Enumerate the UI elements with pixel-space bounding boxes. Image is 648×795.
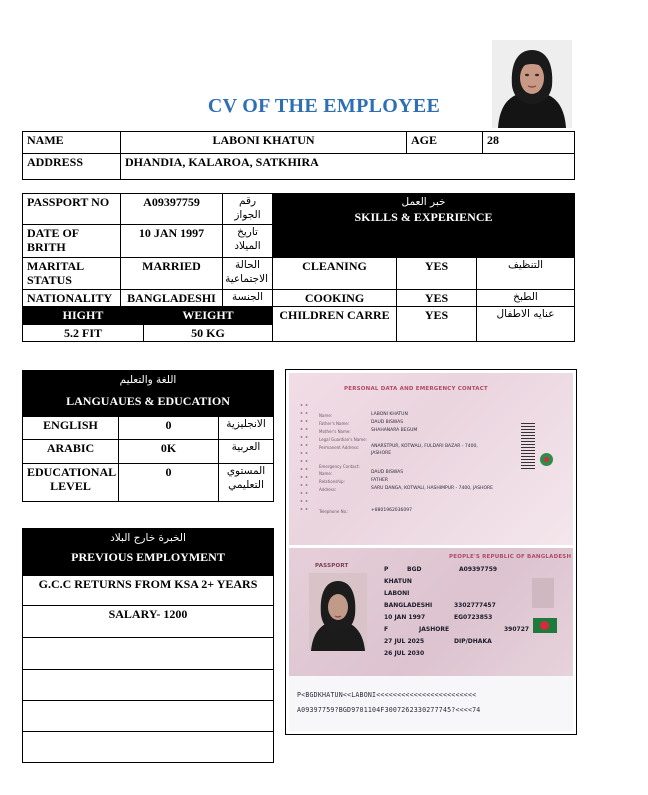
- education-value: 0: [119, 464, 219, 502]
- marital-label: MARITAL STATUS: [23, 258, 121, 290]
- passport-id-page: [289, 548, 573, 731]
- english-value: 0: [119, 417, 219, 440]
- pp-value-telephone: +8801962036097: [371, 508, 412, 513]
- employment-header: [23, 529, 274, 576]
- skill-cooking-arabic: الطبخ: [477, 290, 575, 307]
- skills-header: [273, 194, 575, 258]
- passport-mrz-line-1: P<BGDKHATUN<<LABONI<<<<<<<<<<<<<<<<<<<<<<<<: [297, 691, 477, 699]
- arabic-arabic: العربية: [219, 440, 274, 464]
- pp-value-ec-name: DAUD BISWAS: [371, 470, 404, 475]
- passport-country-header: PEOPLE'S REPUBLIC OF BANGLADESH: [449, 554, 572, 560]
- employment-header-arabic: الخبرة خارج البلاد: [110, 532, 186, 544]
- skill-cleaning-arabic: التنظيف: [477, 258, 575, 290]
- dob-label: DATE OF BRITH: [23, 225, 121, 258]
- skill-children-value: YES: [397, 307, 477, 342]
- address-label: ADDRESS: [23, 154, 121, 180]
- pp-number: A09397759: [459, 566, 498, 573]
- passport-holder-photo: [309, 573, 367, 651]
- pp-label-guardian: Legal Guardian's Name:: [319, 437, 367, 442]
- languages-header-arabic: اللغة والتعليم: [119, 374, 177, 386]
- passport-scan: [285, 369, 577, 735]
- height-label: HIGHT: [23, 307, 144, 324]
- skills-header-english: SKILLS & EXPERIENCE: [354, 209, 493, 224]
- pp-value-relationship: FATHER: [371, 478, 389, 483]
- languages-header: [23, 371, 274, 417]
- personal-info-table: [22, 131, 575, 180]
- pp-sex: F: [384, 626, 389, 633]
- pp-label-father: Father's Name:: [319, 421, 350, 426]
- passport-label: PASSPORT NO: [23, 194, 121, 225]
- employment-table: [22, 528, 274, 763]
- employment-header-english: PREVIOUS EMPLOYMENT: [71, 549, 225, 564]
- pp-given-name: LABONI: [384, 590, 410, 597]
- education-arabic: المستوي التعليمي: [219, 464, 274, 502]
- pp-value-address: ANARSTPUR, KOTWALI, FULDARI BAZAR - 7400,: [371, 444, 478, 449]
- page-title: CV OF THE EMPLOYEE: [207, 95, 441, 117]
- details-table: [22, 193, 575, 342]
- english-label: ENGLISH: [23, 417, 119, 440]
- height-value: 5.2 FIT: [23, 324, 144, 341]
- pp-prev-passport: EG0723853: [454, 614, 493, 621]
- english-arabic: الانجليزية: [219, 417, 274, 440]
- skill-children-arabic: عنايه الاطفال: [477, 307, 575, 342]
- pp-label-telephone: Telephone No.:: [319, 509, 349, 514]
- passport-data-header: PERSONAL DATA AND EMERGENCY CONTACT: [344, 386, 488, 392]
- passport-seal-icon: [540, 453, 553, 466]
- passport-barcode: [521, 423, 535, 471]
- passport-value: A09397759: [121, 194, 223, 225]
- employment-line-1: G.C.C RETURNS FROM KSA 2+ YEARS: [23, 576, 274, 606]
- pp-issue-date: 27 JUL 2025: [384, 638, 425, 645]
- name-label: NAME: [23, 132, 121, 154]
- languages-header-english: LANGUAUES & EDUCATION: [66, 393, 230, 408]
- employment-empty-row-2: [23, 670, 274, 701]
- pp-label-relationship: Relationship:: [319, 479, 345, 484]
- nationality-label: NATIONALITY: [23, 290, 121, 307]
- pp-label-emergency: Emergency Contact:: [319, 464, 360, 469]
- passport-arabic-label: رقم الجواز: [223, 194, 273, 225]
- pp-dob: 10 JAN 1997: [384, 614, 426, 621]
- pp-value-ec-address: SARU DANGA, KOTWALI, HASHIMPUR - 7400, JASHORE: [371, 486, 494, 491]
- dob-arabic-label: تاريخ الميلاد: [223, 225, 273, 258]
- passport-data-page: [289, 373, 573, 545]
- employment-line-2: SALARY- 1200: [23, 606, 274, 638]
- skill-cooking-label: COOKING: [273, 290, 397, 307]
- pp-code: BGD: [407, 566, 422, 573]
- age-label: AGE: [407, 132, 483, 154]
- arabic-value: 0K: [119, 440, 219, 464]
- pp-value-mother: SHAHANARA BEGUM: [371, 428, 418, 433]
- pp-authority: DIP/DHAKA: [454, 638, 492, 645]
- passport-holder-photo-graphic: [309, 573, 367, 651]
- age-value: 28: [483, 132, 575, 154]
- pp-label-address: Permanent Address:: [319, 445, 360, 450]
- passport-perforation-dots: [299, 401, 309, 511]
- dob-value: 10 JAN 1997: [121, 225, 223, 258]
- pp-value-name: LABONI KHATUN: [371, 412, 408, 417]
- marital-arabic-label: الحالة الاجتماعية: [223, 258, 273, 290]
- skills-header-arabic: خبر العمل: [401, 196, 446, 208]
- pp-value-father: DAUD BISWAS: [371, 420, 404, 425]
- bangladesh-flag-icon: [533, 618, 557, 633]
- employee-photo-graphic: [492, 40, 572, 128]
- nationality-arabic-label: الجنسة: [223, 290, 273, 307]
- pp-surname: KHATUN: [384, 578, 412, 585]
- pp-personal-no: 3302777457: [454, 602, 496, 609]
- employment-empty-row-4: [23, 732, 274, 763]
- skill-cleaning-value: YES: [397, 258, 477, 290]
- skill-children-label: CHILDREN CARRE: [273, 307, 397, 342]
- pp-nationality: BANGLADESHI: [384, 602, 433, 609]
- pp-type: P: [384, 566, 389, 573]
- name-value: LABONI KHATUN: [121, 132, 407, 154]
- employment-empty-row-3: [23, 701, 274, 732]
- skill-cleaning-label: CLEANING: [273, 258, 397, 290]
- pp-label-mother: Mother's Name:: [319, 429, 351, 434]
- education-label: EDUCATIONAL LEVEL: [23, 464, 119, 502]
- weight-value: 50 KG: [144, 324, 273, 341]
- languages-table: [22, 370, 274, 502]
- pp-label-name: Name:: [319, 413, 333, 418]
- pp-expiry: 26 JUL 2030: [384, 650, 425, 657]
- employment-empty-row-1: [23, 638, 274, 670]
- nationality-value: BANGLADESHI: [121, 290, 223, 307]
- pp-label-ec-name: Name:: [319, 471, 333, 476]
- passport-ghost-photo: [532, 578, 554, 608]
- weight-label: WEIGHT: [144, 307, 273, 324]
- arabic-label: ARABIC: [23, 440, 119, 464]
- address-value: DHANDIA, KALAROA, SATKHIRA: [121, 154, 575, 180]
- pp-birth-place: JASHORE: [419, 626, 450, 633]
- skill-cooking-value: YES: [397, 290, 477, 307]
- pp-value-address-2: JASHORE: [371, 451, 392, 456]
- employee-photo: [492, 40, 572, 128]
- passport-mrz-zone: [289, 676, 573, 731]
- passport-doc-label: PASSPORT: [315, 563, 349, 569]
- passport-mrz-line-2: A09397759?BGD9701104F3007262330277745?<<<<74: [297, 706, 481, 714]
- marital-value: MARRIED: [121, 258, 223, 290]
- pp-label-ec-address: Address:: [319, 487, 337, 492]
- pp-tracking: 390727: [504, 626, 530, 633]
